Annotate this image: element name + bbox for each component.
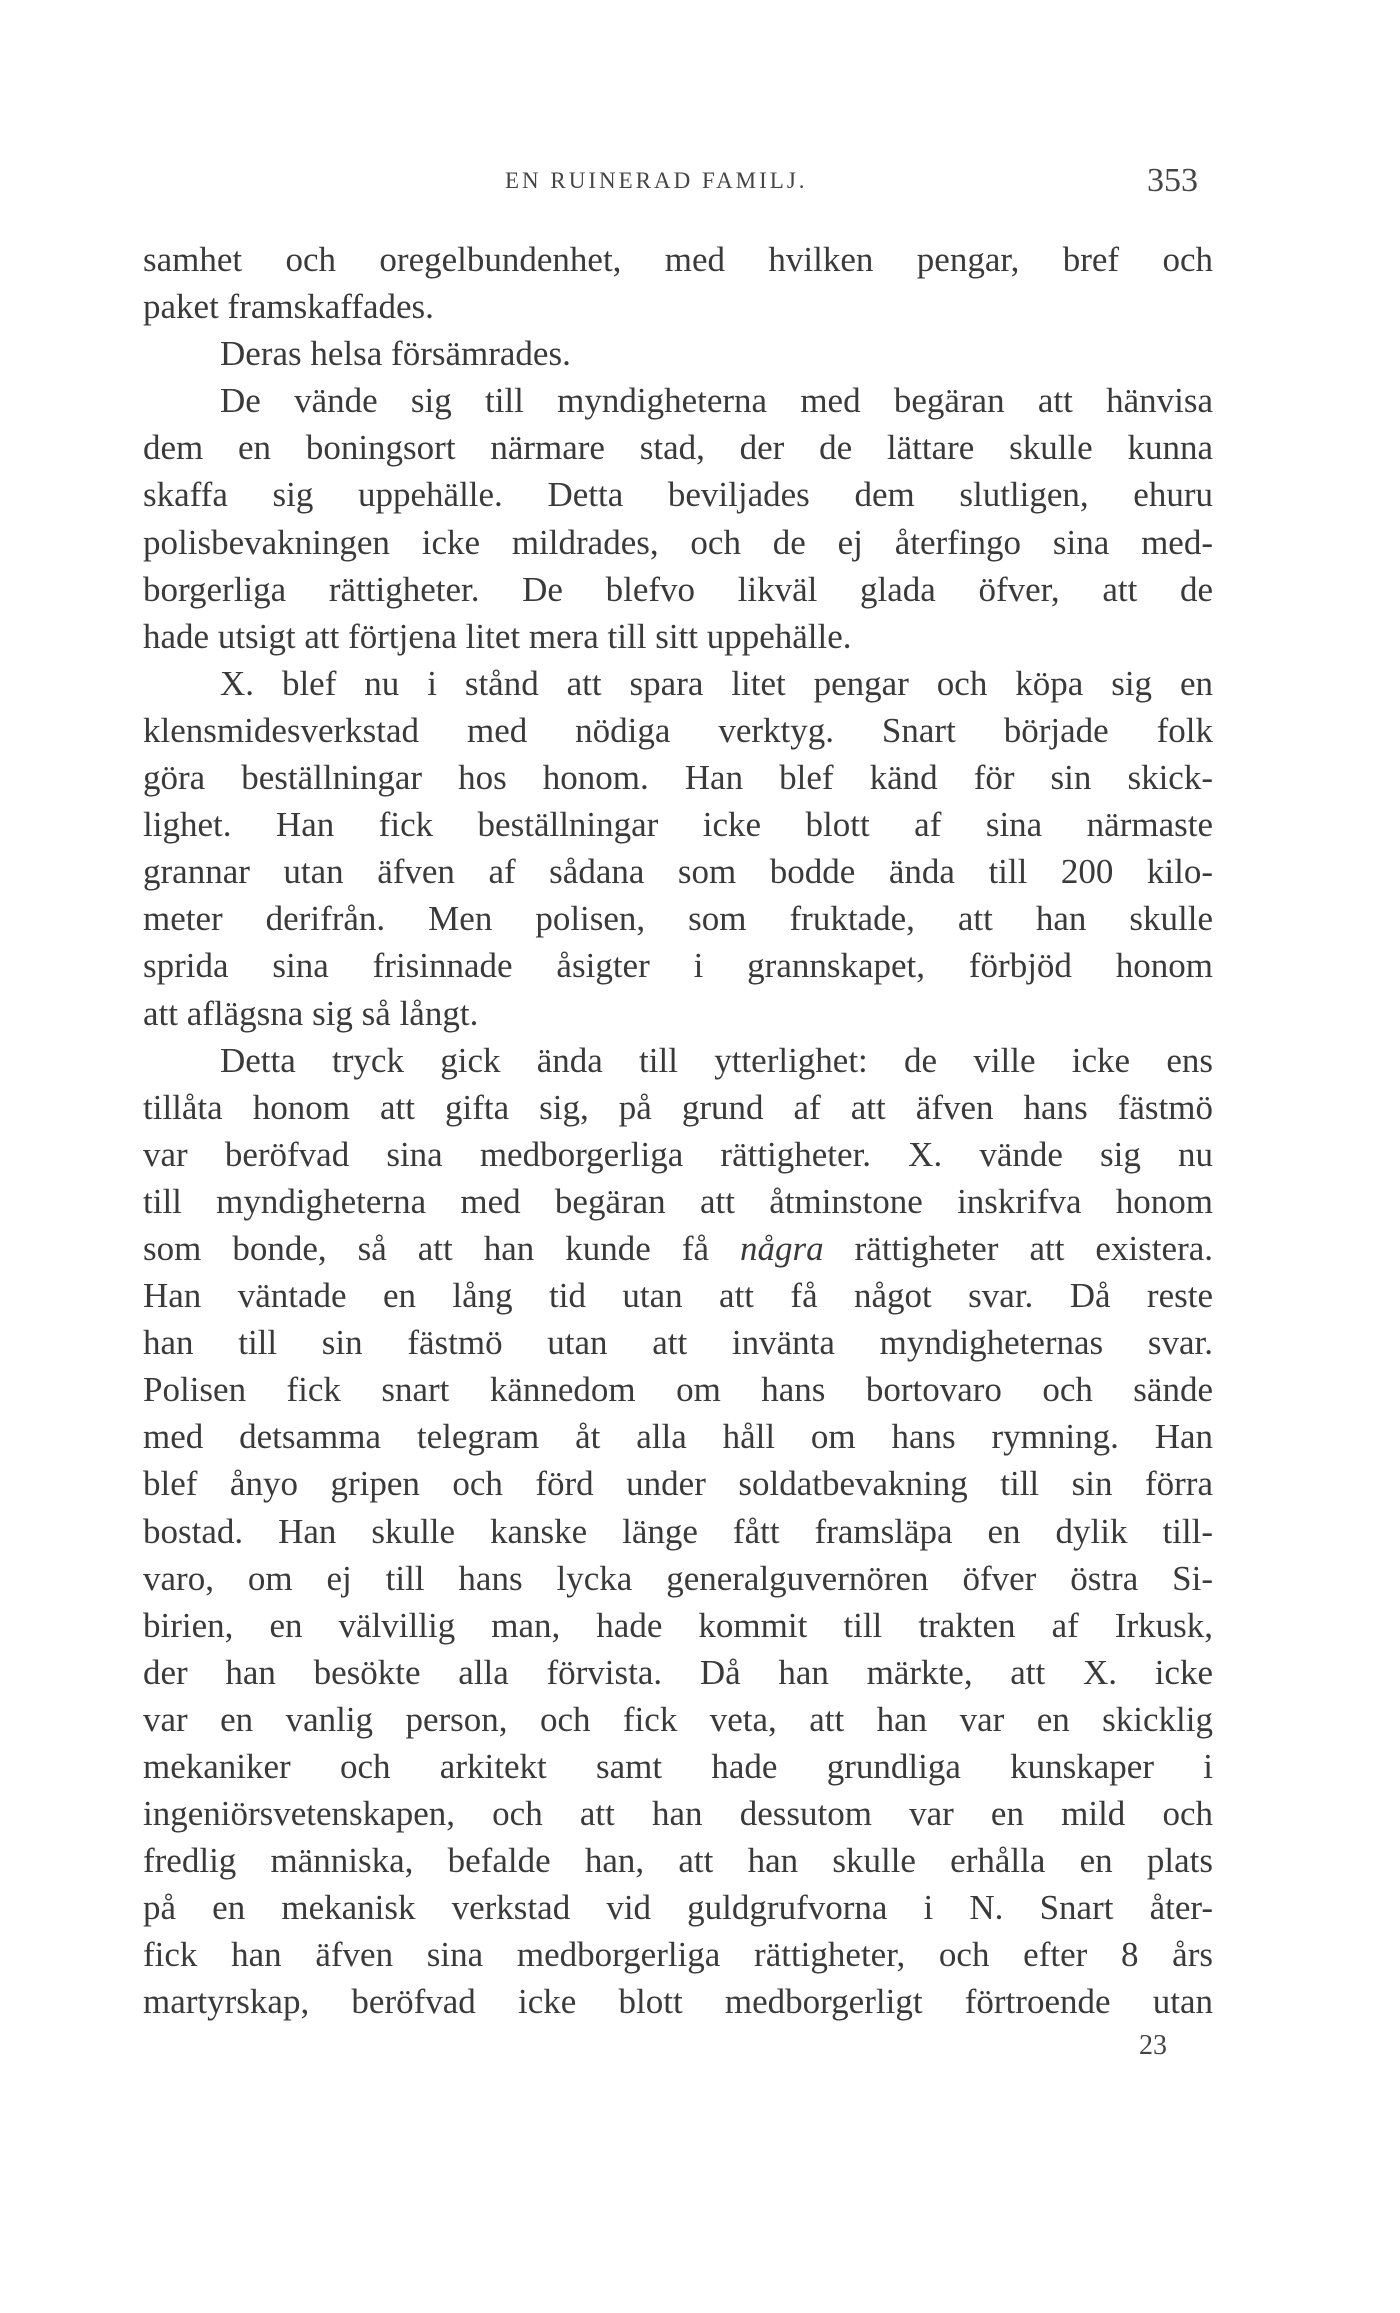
text-line: ingeniörsvetenskapen, och att han dessutom var en mild och — [143, 1794, 1213, 1834]
text-run: som bonde, så att han kunde få — [143, 1228, 741, 1268]
text-line: var en vanlig person, och fick veta, att han var en skicklig — [143, 1699, 1213, 1739]
text-line: till myndigheterna med begäran att åtminstone inskrifva honom — [143, 1181, 1213, 1221]
text-line: klensmidesverkstad med nödiga verktyg. Snart började folk — [143, 710, 1213, 750]
text-line: grannar utan äfven af sådana som bodde ända till 200 kilo- — [143, 852, 1213, 892]
text-line: med detsamma telegram åt alla håll om hans rymning. Han — [143, 1417, 1213, 1457]
text-line: De vände sig till myndigheterna med begäran att hänvisa — [220, 381, 1213, 421]
text-line: dem en boningsort närmare stad, der de lättare skulle kunna — [143, 428, 1213, 468]
text-line: mekaniker och arkitekt samt hade grundliga kunskaper i — [143, 1747, 1213, 1786]
text-line: på en mekanisk verkstad vid guldgrufvorna i N. Snart åter- — [143, 1888, 1213, 1928]
text-line: X. blef nu i stånd att spara litet pengar och köpa sig en — [220, 663, 1213, 703]
running-head: EN RUINERAD FAMILJ. — [505, 168, 808, 193]
text-line: meter derifrån. Men polisen, som fruktade, att han skulle — [143, 899, 1213, 939]
text-line: varo, om ej till hans lycka generalguvernören öfver östra Si- — [143, 1558, 1213, 1598]
text-line: blef ånyo gripen och förd under soldatbevakning till sin förra — [143, 1464, 1213, 1504]
text-line — [143, 1225, 1213, 1272]
text-line: martyrskap, beröfvad icke blott medborgerligt förtroende utan — [143, 1982, 1213, 2022]
text-line: göra beställningar hos honom. Han blef känd för sin skick- — [143, 758, 1213, 798]
text-line: Detta tryck gick ända till ytterlighet: de ville icke ens — [220, 1040, 1213, 1080]
text-line: paket framskaffades. — [143, 287, 434, 327]
text-line: fick han äfven sina medborgerliga rättigheter, och efter 8 års — [143, 1935, 1213, 1975]
page-number: 353 — [1147, 162, 1198, 199]
text-line: borgerliga rättigheter. De blefvo likväl glada öfver, att de — [143, 569, 1213, 609]
text-line: bostad. Han skulle kanske länge fått framsläpa en dylik till- — [143, 1511, 1213, 1551]
text-line: Deras helsa försämrades. — [220, 334, 571, 374]
text-run: rättigheter att existera. — [823, 1228, 1214, 1268]
text-line: birien, en välvillig man, hade kommit till trakten af Irkusk, — [143, 1605, 1213, 1645]
text-line: polisbevakningen icke mildrades, och de ej återfingo sina med- — [143, 522, 1213, 562]
signature-mark: 23 — [1139, 2030, 1167, 2061]
text-line: var beröfvad sina medborgerliga rättigheter. X. vände sig nu — [143, 1134, 1213, 1174]
text-line: att aflägsna sig så långt. — [143, 993, 479, 1033]
body-text — [143, 236, 1213, 2026]
text-line: der han besökte alla förvista. Då han märkte, att X. icke — [143, 1652, 1213, 1692]
text-line: hade utsigt att förtjena litet mera till sitt uppehälle. — [143, 616, 852, 656]
text-line: Polisen fick snart kännedom om hans bortovaro och sände — [143, 1370, 1213, 1410]
text-line: tillåta honom att gifta sig, på grund af att äfven hans fästmö — [143, 1087, 1213, 1127]
text-line: fredlig människa, befalde han, att han skulle erhålla en plats — [143, 1841, 1213, 1881]
text-line: sprida sina frisinnade åsigter i grannskapet, förbjöd honom — [143, 946, 1213, 986]
text-line: samhet och oregelbundenhet, med hvilken pengar, bref och — [143, 240, 1213, 279]
text-line: lighet. Han fick beställningar icke blott af sina närmaste — [143, 805, 1213, 845]
text-line: Han väntade en lång tid utan att få något svar. Då reste — [143, 1276, 1213, 1316]
text-line: han till sin fästmö utan att invänta myndigheternas svar. — [143, 1323, 1213, 1363]
italic-emphasis: några — [740, 1228, 824, 1268]
text-line: skaffa sig uppehälle. Detta beviljades dem slutligen, ehuru — [143, 475, 1213, 515]
